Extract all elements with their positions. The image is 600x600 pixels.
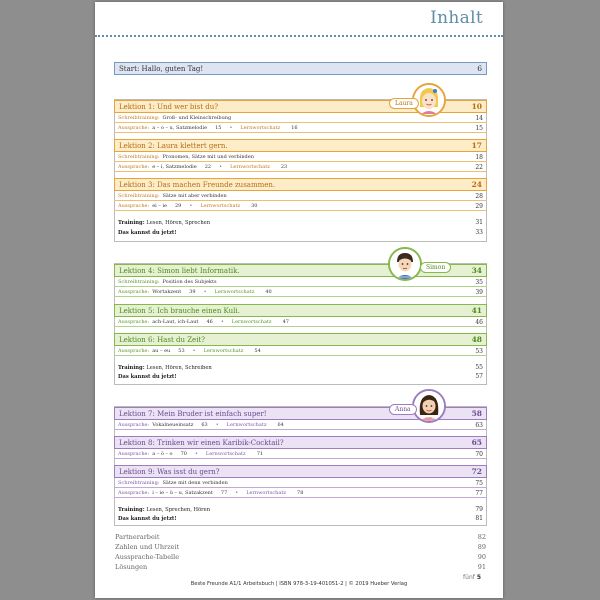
bottom-item-label: Partnerarbeit: [115, 532, 160, 541]
row-text: Sätze mit denn verbinden: [162, 480, 228, 486]
row-text: au – eu: [152, 348, 171, 354]
page-title: Inhalt: [430, 8, 483, 28]
row-key: Schreibtraining:: [118, 193, 160, 199]
training-page: 55: [475, 364, 483, 371]
toc-lektion-6-label: Lektion 6: Hast du Zeit?: [119, 335, 206, 344]
training-page: 79: [475, 506, 483, 513]
row-text: i – ie – ü – u, Satzakzent: [152, 490, 213, 496]
bullet-separator: •: [192, 348, 196, 354]
bottom-item-page: 91: [477, 562, 486, 571]
row-text: Sätze mit aber verbinden: [162, 193, 227, 199]
row-key: Schreibtraining:: [118, 279, 160, 285]
row-key: Aussprache:: [118, 164, 150, 170]
row-lw-page: 30: [251, 203, 258, 209]
row-lw-page: 64: [277, 422, 284, 428]
row-key: Lernwortschatz: [200, 203, 241, 209]
training-key: Training:: [118, 364, 145, 371]
training-text: Lesen, Sprechen, Hören: [146, 506, 211, 513]
row-text-page: 29: [175, 203, 182, 209]
row-page: 46: [475, 318, 483, 326]
kannst-page: 33: [475, 229, 483, 236]
toc-lektion-8-page: 65: [471, 438, 482, 447]
toc-bottom-item[interactable]: [114, 561, 487, 572]
row-text: Position des Subjekts: [162, 279, 217, 285]
row-key: Aussprache:: [118, 319, 150, 325]
book-page: [95, 2, 503, 598]
toc-lektion-5[interactable]: [114, 304, 487, 317]
toc-lektion-7-label: Lektion 7: Mein Bruder ist einfach super!: [119, 409, 267, 418]
row-page: 18: [475, 153, 483, 161]
title-divider: [95, 35, 503, 37]
row-lw-page: 54: [254, 348, 261, 354]
toc-row[interactable]: [114, 163, 487, 172]
simon-tag: Simon: [420, 262, 451, 273]
bullet-separator: •: [229, 125, 233, 131]
toc-row[interactable]: [114, 124, 487, 133]
row-text: Wortakzent: [152, 289, 182, 295]
toc-training-row[interactable]: [114, 363, 487, 372]
toc-kannst-row[interactable]: [114, 228, 487, 237]
row-key: Lernwortschatz: [240, 125, 281, 131]
toc-lektion-3-label: Lektion 3: Das machen Freunde zusammen.: [119, 180, 276, 189]
bullet-separator: •: [219, 164, 223, 170]
row-key: Aussprache:: [118, 125, 150, 131]
page-number-word: fünf: [463, 574, 475, 581]
toc-lektion-2[interactable]: [114, 139, 487, 152]
bullet-separator: •: [203, 289, 207, 295]
bullet-separator: •: [194, 451, 198, 457]
toc-lektion-4-page: 34: [471, 266, 482, 275]
toc-row[interactable]: [114, 479, 487, 488]
toc-lektion-9-label: Lektion 9: Was isst du gern?: [119, 467, 220, 476]
bottom-item-page: 82: [477, 532, 486, 541]
toc-row[interactable]: [114, 192, 487, 201]
toc-start[interactable]: [114, 62, 487, 75]
row-text: a – o – u, Satzmelodie: [152, 125, 208, 131]
training-text: Lesen, Hören, Schreiben: [146, 364, 212, 371]
row-key: Lernwortschatz: [231, 319, 272, 325]
toc-lektion-2-page: 17: [471, 141, 482, 150]
row-key: Aussprache:: [118, 490, 150, 496]
toc-lektion-3[interactable]: [114, 178, 487, 191]
bottom-item-label: Aussprache-Tabelle: [115, 552, 180, 561]
row-key: Schreibtraining:: [118, 154, 160, 160]
row-text-page: 77: [220, 490, 228, 496]
toc-kannst-row[interactable]: [114, 514, 487, 523]
kannst-page: 57: [475, 373, 483, 380]
row-page: 75: [475, 479, 483, 487]
page-number: [463, 574, 481, 581]
row-key: Schreibtraining:: [118, 115, 160, 121]
row-lw-page: 40: [265, 289, 272, 295]
toc-lektion-5-label: Lektion 5: Ich brauche einen Kuli.: [119, 306, 240, 315]
toc-row[interactable]: [114, 288, 487, 297]
toc-lektion-4-label: Lektion 4: Simon liebt Informatik.: [119, 266, 240, 275]
row-page: 63: [475, 421, 483, 429]
bottom-item-label: Zahlen und Uhrzeit: [115, 542, 180, 551]
row-text-page: 22: [204, 164, 212, 170]
row-text-page: 53: [178, 348, 185, 354]
girl-face-icon: [414, 85, 444, 115]
row-key: Lernwortschatz: [205, 451, 246, 457]
row-lw-page: 16: [291, 125, 298, 131]
row-text: e – i, Satzmelodie: [152, 164, 197, 170]
row-page: 22: [475, 163, 483, 171]
row-text-page: 39: [189, 289, 196, 295]
row-lw-page: 23: [280, 164, 288, 170]
row-key: Aussprache:: [118, 451, 150, 457]
laura-tag: Laura: [389, 98, 419, 109]
training-page: 31: [475, 219, 483, 226]
kannst-label: Das kannst du jetzt!: [118, 373, 177, 380]
bottom-item-page: 89: [477, 542, 486, 551]
toc-lektion-7-page: 58: [471, 409, 482, 418]
girl-face-icon: [414, 391, 444, 421]
toc-lektion-8[interactable]: [114, 436, 487, 449]
toc-lektion-9[interactable]: [114, 465, 487, 478]
training-key: Training:: [118, 506, 145, 513]
row-key: Schreibtraining:: [118, 480, 160, 486]
toc-lektion-6[interactable]: [114, 333, 487, 346]
row-lw-page: 47: [282, 319, 289, 325]
row-key: Lernwortschatz: [230, 164, 270, 170]
toc-start-label: Start: Hallo, guten Tag!: [119, 64, 204, 73]
row-key: Lernwortschatz: [203, 348, 244, 354]
row-text-page: 46: [206, 319, 213, 325]
boy-face-icon: [390, 249, 420, 279]
toc-lektion-9-page: 72: [471, 467, 482, 476]
row-key: Aussprache:: [118, 289, 150, 295]
row-page: 53: [475, 347, 483, 355]
anna-avatar: [412, 389, 446, 423]
bottom-item-page: 90: [477, 552, 486, 561]
toc-start-page: 6: [477, 64, 482, 73]
toc-training-row[interactable]: [114, 218, 487, 227]
toc-training-row[interactable]: [114, 505, 487, 514]
row-text: ei – ie: [152, 203, 167, 209]
kannst-label: Das kannst du jetzt!: [118, 229, 177, 236]
row-key: Aussprache:: [118, 422, 150, 428]
row-text: ach-Laut, ich-Laut: [152, 319, 199, 325]
toc-row[interactable]: [114, 318, 487, 327]
row-page: 39: [475, 288, 483, 296]
row-text: Groß- und Kleinschreibung: [162, 115, 232, 121]
toc-lektion-6-page: 48: [471, 335, 482, 344]
row-text-page: 15: [215, 125, 222, 131]
row-lw-page: 78: [297, 490, 304, 496]
bottom-item-label: Lösungen: [115, 562, 148, 571]
row-page: 29: [475, 202, 483, 210]
toc-row[interactable]: [114, 450, 487, 459]
bullet-separator: •: [215, 422, 219, 428]
row-text: Vokalneueinsatz: [152, 422, 194, 428]
toc-row[interactable]: [114, 153, 487, 162]
row-page: 70: [475, 450, 483, 458]
row-page: 28: [475, 192, 483, 200]
toc-row[interactable]: [114, 278, 487, 287]
anna-tag: Anna: [389, 404, 417, 415]
bullet-separator: •: [189, 203, 193, 209]
kannst-page: 81: [475, 515, 483, 522]
training-key: Training:: [118, 219, 145, 226]
bullet-separator: •: [220, 319, 224, 325]
toc-row[interactable]: [114, 489, 487, 498]
toc-lektion-1-page: 10: [471, 102, 482, 111]
toc-row[interactable]: [114, 202, 487, 211]
row-text-page: 63: [201, 422, 208, 428]
toc-lektion-3-page: 24: [471, 180, 482, 189]
row-key: Aussprache:: [118, 348, 150, 354]
publisher-footer: Beste Freunde A1/1 Arbeitsbuch | ISBN 978-3-19-401051-2 | © 2019 Hueber Verlag: [190, 581, 408, 587]
row-lw-page: 71: [256, 451, 264, 457]
page-number-digit: 5: [476, 574, 481, 581]
row-key: Aussprache:: [118, 203, 150, 209]
row-key: Lernwortschatz: [226, 422, 267, 428]
training-text: Lesen, Hören, Sprechen: [146, 219, 211, 226]
row-key: Lernwortschatz: [214, 289, 255, 295]
toc-lektion-1-label: Lektion 1: Und wer bist du?: [119, 102, 218, 111]
row-text: a – ö – o: [152, 451, 173, 457]
row-text: Pronomen, Sätze mit und verbinden: [162, 154, 254, 160]
toc-lektion-5-page: 41: [471, 306, 482, 315]
toc-lektion-2-label: Lektion 2: Laura klettert gern.: [119, 141, 228, 150]
toc-kannst-row[interactable]: [114, 372, 487, 381]
row-page: 77: [475, 489, 483, 497]
toc-row[interactable]: [114, 347, 487, 356]
kannst-label: Das kannst du jetzt!: [118, 515, 177, 522]
bullet-separator: •: [235, 490, 239, 496]
row-page: 35: [475, 278, 483, 286]
row-key: Lernwortschatz: [246, 490, 287, 496]
toc-lektion-8-label: Lektion 8: Trinken wir einen Karibik-Cocktail?: [119, 438, 284, 447]
row-page: 15: [475, 124, 483, 132]
row-page: 14: [475, 114, 483, 122]
row-text-page: 70: [180, 451, 187, 457]
simon-avatar: [388, 247, 422, 281]
